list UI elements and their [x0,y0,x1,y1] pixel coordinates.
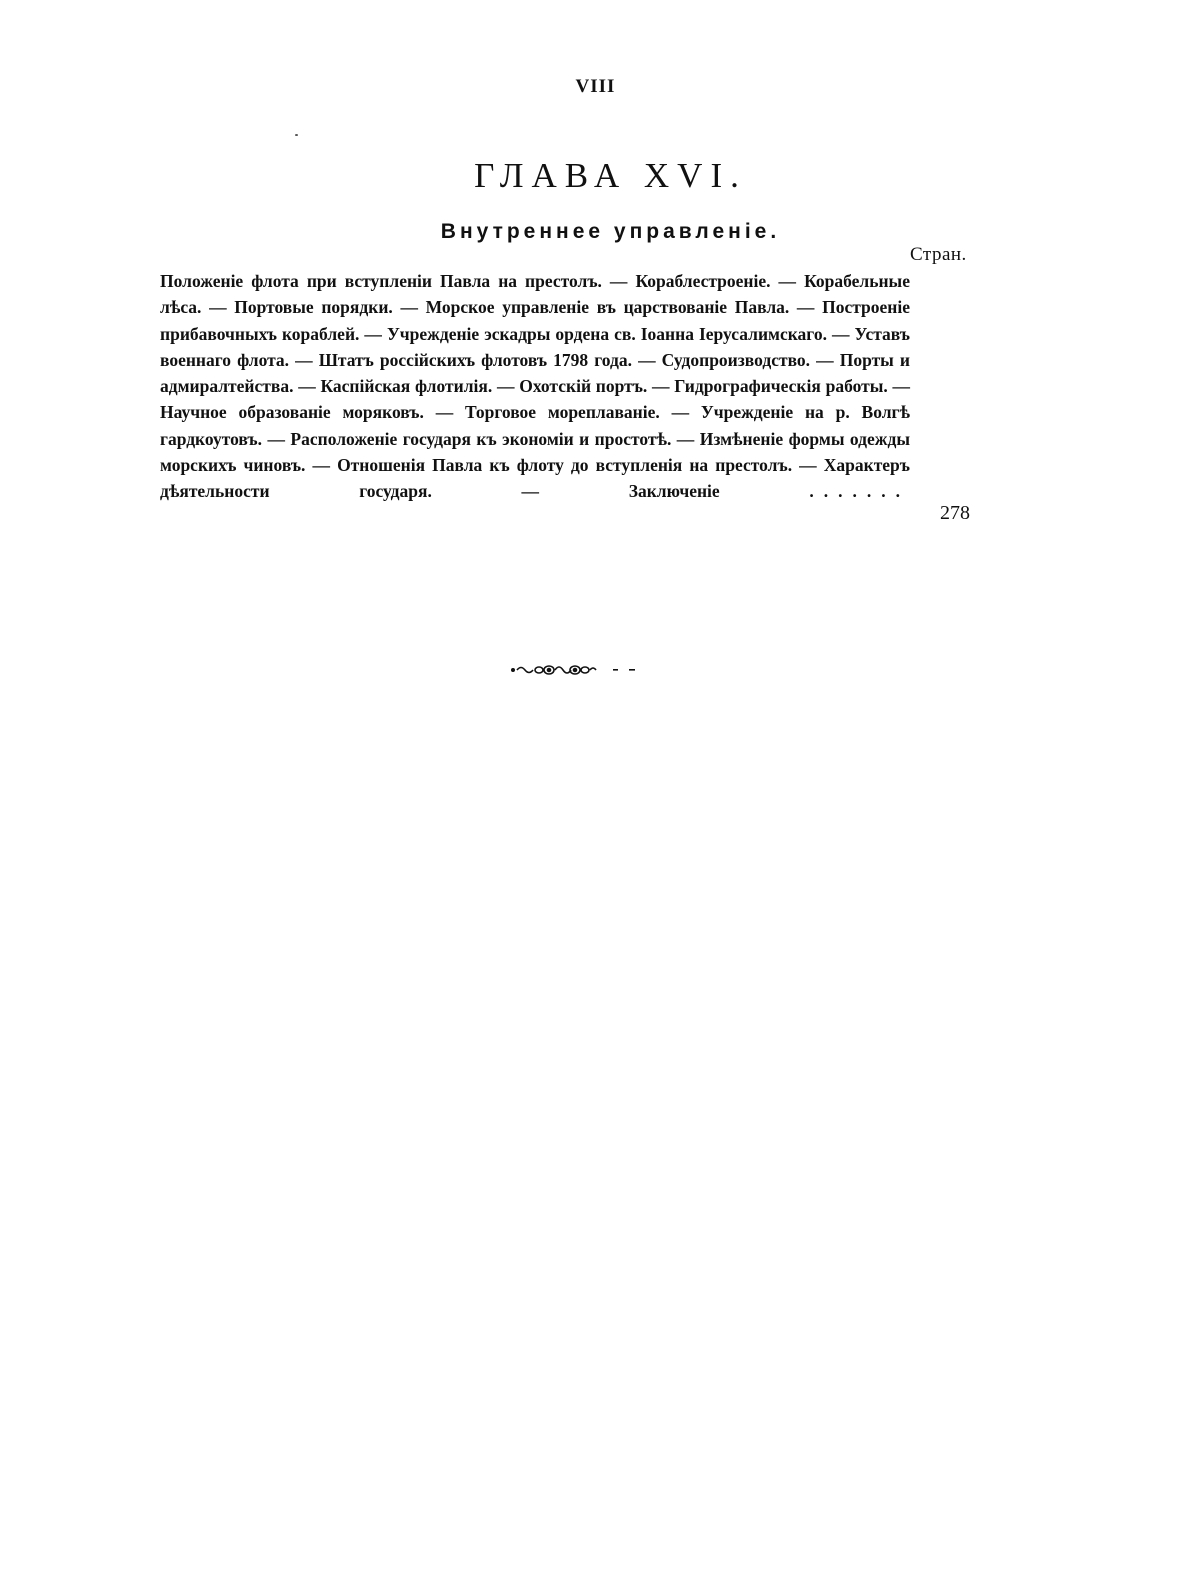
page-number: VIII [575,76,616,97]
chapter-title: ГЛАВА XVI. [474,156,747,195]
page-column-header: Стран. [910,244,967,265]
chapter-subtitle: Внутреннее управленіе. [440,220,781,243]
speck-mark [295,134,298,136]
toc-leader-dots: ....... [809,481,911,502]
toc-entry-text: Положеніе флота при вступленіи Павла на престолъ. — Кораблестроеніе. — Корабельные лѣса. — Портовые порядки. — Морское управленіе въ царствованіе Павла. — Построеніе прибавочныхъ кораблей. — Учрежденіе эскадры ордена св. Іоанна Іерусалимскаго. — Уставъ военнаго флота. — Штатъ россійскихъ флотовъ 1798 года. — Судопроизводство. — Порты и адмиралтейства. — Каспійская флотилія. — Охотскій портъ. — Гидрографическія работы. — Научное образованіе моряковъ. — Торговое мореплаваніе. — Учрежденіе на р. Волгѣ гардкоутовъ. — Расположеніе государя къ экономіи и простотѣ. — Измѣненіе формы одежды морскихъ чиновъ. — Отношенія Павла къ флоту до вступленія на престолъ. — Характеръ дѣятельности государя. — Заключеніе [160,271,910,502]
ornament-divider-icon [505,658,645,682]
toc-page-number: 278 [940,502,970,524]
toc-entry [160,268,910,505]
